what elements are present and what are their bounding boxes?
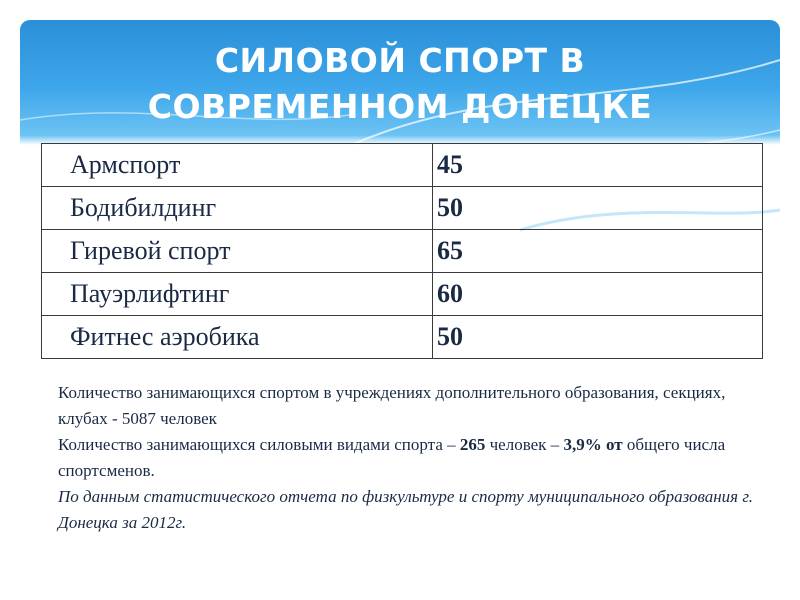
title-line-2: СОВРЕМЕННОМ ДОНЕЦКЕ (147, 87, 653, 126)
source-note: По данным статистического отчета по физкультуре и спорту муниципального образования г. Донецка за 2012г. (58, 487, 753, 532)
table-row (42, 187, 763, 230)
sport-name-cell: Гиревой спорт (42, 230, 433, 273)
strength-count: 265 (459, 435, 486, 454)
strength-percent: 3,9% от (563, 435, 623, 454)
sport-name-cell: Фитнес аэробика (42, 316, 433, 359)
sport-count-cell: 50 (433, 187, 763, 230)
sports-table (41, 143, 763, 359)
table-row (42, 230, 763, 273)
sport-count-cell: 65 (433, 230, 763, 273)
sport-name-cell: Бодибилдинг (42, 187, 433, 230)
strength-text-prefix: Количество занимающихся силовыми видами спорта – (58, 435, 460, 454)
total-participants-text: Количество занимающихся спортом в учреждениях дополнительного образования, секциях, клубах - 5087 человек (58, 383, 726, 428)
strength-sports-text (58, 432, 768, 484)
page-title (60, 38, 740, 130)
strength-text-middle: человек – (485, 435, 564, 454)
statistics-notes (58, 380, 768, 536)
sport-count-cell: 45 (433, 144, 763, 187)
table-row (42, 273, 763, 316)
sport-count-cell: 50 (433, 316, 763, 359)
strength-text-suffix: общего числа спортсменов. (58, 435, 726, 480)
table-row (42, 144, 763, 187)
sport-name-cell: Армспорт (42, 144, 433, 187)
table-row (42, 316, 763, 359)
title-line-1: СИЛОВОЙ СПОРТ В (214, 41, 586, 80)
sport-count-cell: 60 (433, 273, 763, 316)
sport-name-cell: Пауэрлифтинг (42, 273, 433, 316)
